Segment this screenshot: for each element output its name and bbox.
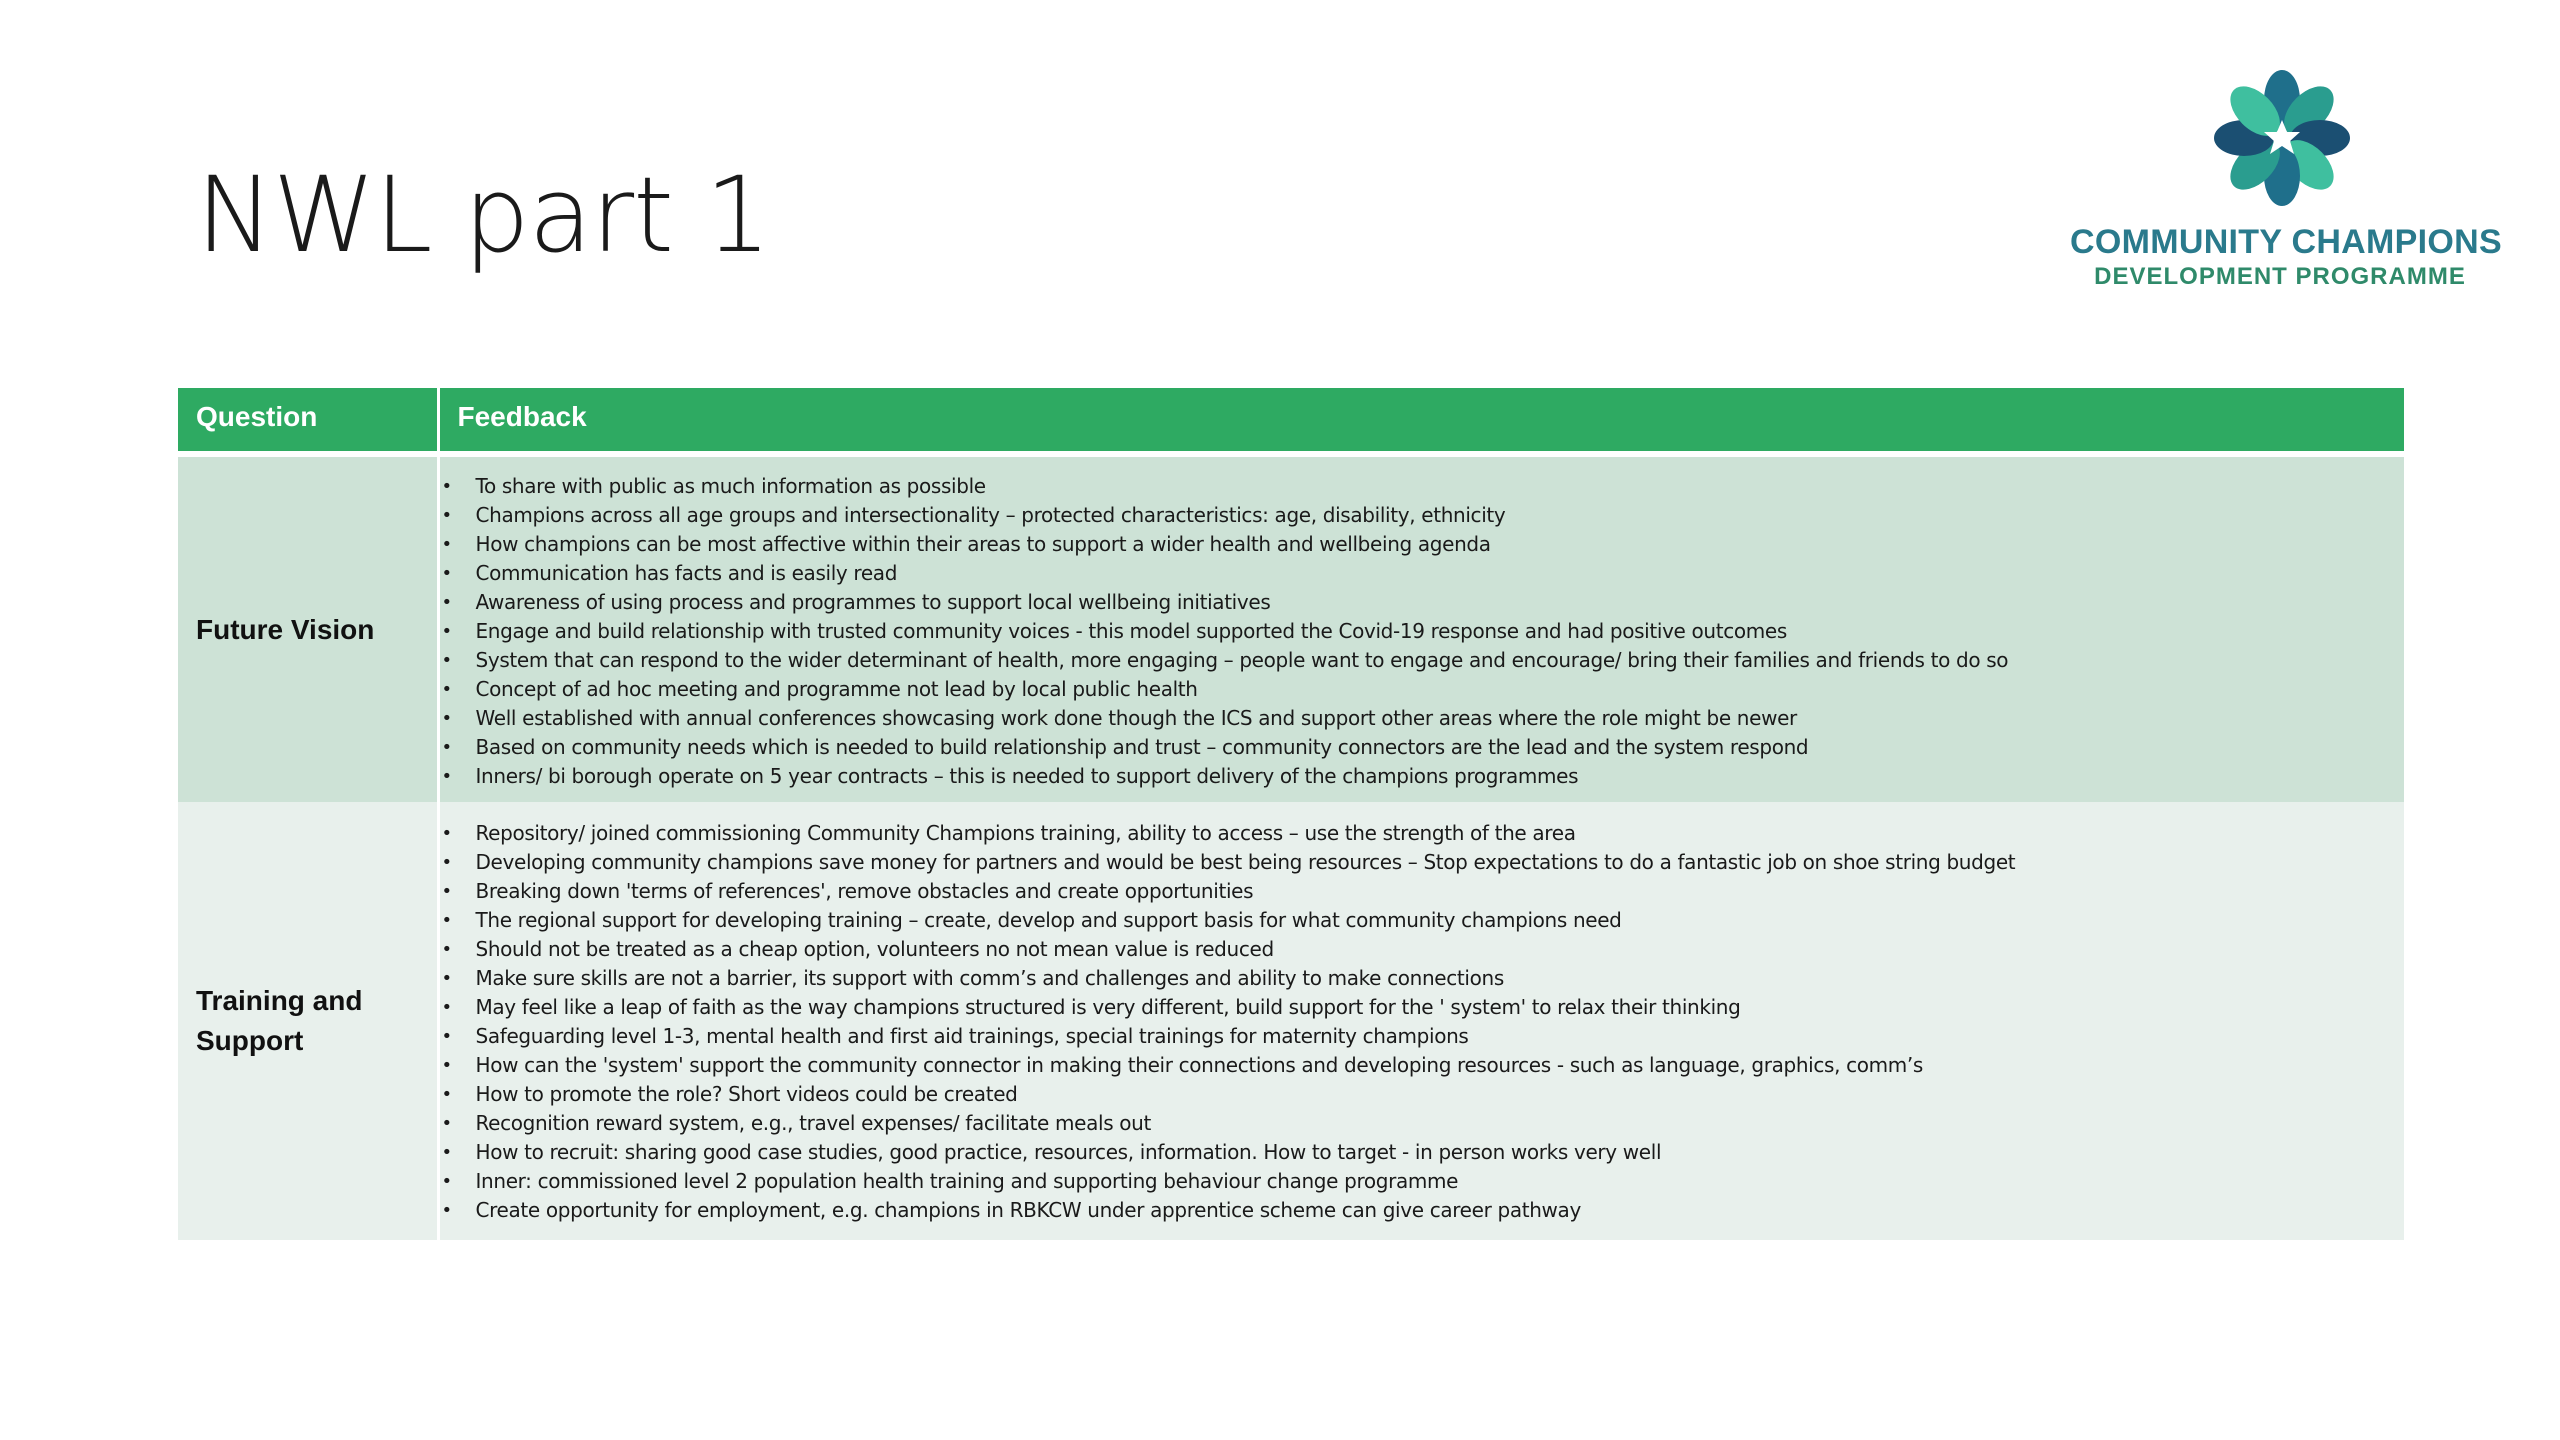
feedback-item: • How to promote the role? Short videos could be created <box>440 1080 2405 1109</box>
feedback-item: • Champions across all age groups and intersectionality – protected characteristics: age, disability, ethnicity <box>440 501 2405 530</box>
feedback-item: • Safeguarding level 1-3, mental health and first aid trainings, special trainings for maternity champions <box>440 1022 2405 1051</box>
feedback-item: • Well established with annual conferences showcasing work done though the ICS and support other areas where the role might be newer <box>440 704 2405 733</box>
column-header-feedback: Feedback <box>438 388 2404 454</box>
feedback-cell <box>438 454 2404 802</box>
feedback-item: • Concept of ad hoc meeting and programme not lead by local public health <box>440 675 2405 704</box>
feedback-list <box>440 817 2405 1225</box>
logo-title: COMMUNITY CHAMPIONS <box>2070 223 2502 261</box>
feedback-item: • System that can respond to the wider determinant of health, more engaging – people want to engage and encourage/ bring their families and friends to do so <box>440 646 2405 675</box>
feedback-item: • Recognition reward system, e.g., travel expenses/ facilitate meals out <box>440 1109 2405 1138</box>
feedback-item: • Engage and build relationship with trusted community voices - this model supported the Covid-19 response and had positive outcomes <box>440 617 2405 646</box>
feedback-cell <box>438 802 2404 1240</box>
feedback-item: • Make sure skills are not a barrier, its support with comm’s and challenges and ability to make connections <box>440 964 2405 993</box>
feedback-item: • Awareness of using process and programmes to support local wellbeing initiatives <box>440 588 2405 617</box>
feedback-item: • May feel like a leap of faith as the way champions structured is very different, build support for the ' system' to relax their thinking <box>440 993 2405 1022</box>
feedback-item: • Should not be treated as a cheap option, volunteers no not mean value is reduced <box>440 935 2405 964</box>
feedback-item: • How champions can be most affective within their areas to support a wider health and wellbeing agenda <box>440 530 2405 559</box>
column-header-question: Question <box>178 388 438 454</box>
community-champions-logo <box>2070 68 2502 298</box>
feedback-item: • The regional support for developing training – create, develop and support basis for what community champions need <box>440 906 2405 935</box>
question-text: Training and Support <box>196 985 363 1056</box>
flower-logo-icon <box>2212 68 2352 208</box>
table-header-row <box>178 388 2404 454</box>
logo-subtitle: DEVELOPMENT PROGRAMME <box>2094 263 2466 290</box>
question-cell: Future Vision <box>178 454 438 802</box>
feedback-item: • To share with public as much information as possible <box>440 472 2405 501</box>
feedback-item: • Create opportunity for employment, e.g. champions in RBKCW under apprentice scheme can give career pathway <box>440 1196 2405 1225</box>
feedback-item: • Developing community champions save money for partners and would be best being resources – Stop expectations to do a fantastic job on shoe string budget <box>440 848 2405 877</box>
question-cell <box>178 802 438 1240</box>
table-row-training-and-support <box>178 802 2404 1240</box>
feedback-item: • Repository/ joined commissioning Community Champions training, ability to access – use the strength of the area <box>440 819 2405 848</box>
feedback-item: • How to recruit: sharing good case studies, good practice, resources, information. How to target - in person works very well <box>440 1138 2405 1167</box>
table-row-future-vision <box>178 454 2404 802</box>
feedback-item: • Based on community needs which is needed to build relationship and trust – community connectors are the lead and the system respond <box>440 733 2405 762</box>
feedback-table <box>178 388 2404 1240</box>
feedback-item: • Inner: commissioned level 2 population health training and supporting behaviour change programme <box>440 1167 2405 1196</box>
slide-title: NWL part 1 <box>196 154 771 276</box>
feedback-list <box>440 468 2405 791</box>
feedback-item: • Communication has facts and is easily read <box>440 559 2405 588</box>
feedback-item: • How can the 'system' support the community connector in making their connections and developing resources - such as language, graphics, comm’s <box>440 1051 2405 1080</box>
feedback-item: • Breaking down 'terms of references', remove obstacles and create opportunities <box>440 877 2405 906</box>
feedback-item: • Inners/ bi borough operate on 5 year contracts – this is needed to support delivery of the champions programmes <box>440 762 2405 791</box>
